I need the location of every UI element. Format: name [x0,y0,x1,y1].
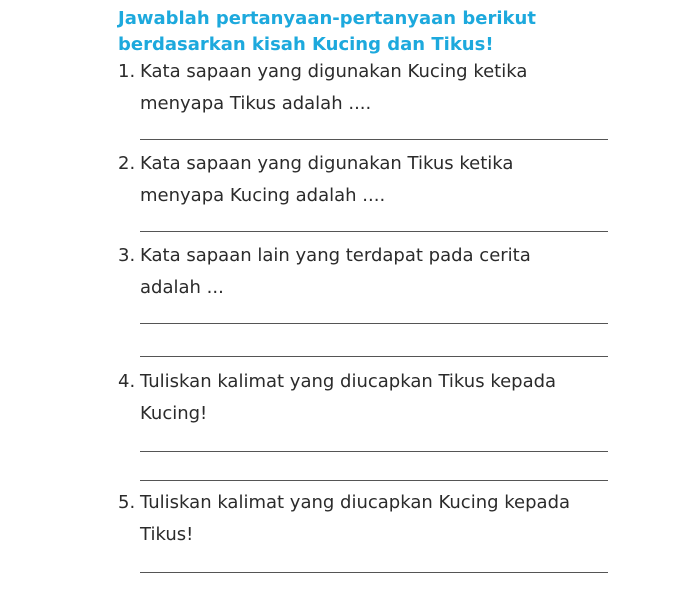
question-number: 1. [118,61,136,82]
question-text-continued: Kucing! [140,403,208,424]
question-number: 3. [118,245,136,266]
question-text: Kata sapaan lain yang terdapat pada cerita [140,245,531,266]
question-4 [118,366,678,430]
question-text: Tuliskan kalimat yang diucapkan Kucing kepada [140,492,571,513]
question-text: Kata sapaan yang digunakan Kucing ketika [140,61,528,82]
question-text: Tuliskan kalimat yang diucapkan Tikus kepada [140,371,557,392]
question-text-continued: Tikus! [140,524,194,545]
question-text: Kata sapaan yang digunakan Tikus ketika [140,153,514,174]
question-text-continued: menyapa Kucing adalah .... [140,185,386,206]
question-1 [118,56,678,120]
answer-line[interactable] [140,451,608,452]
question-text-continued: adalah ... [140,277,224,298]
instruction-line-1: Jawablah pertanyaan-pertanyaan berikut [118,8,536,29]
question-text-continued: menyapa Tikus adalah .... [140,93,372,114]
question-number: 2. [118,153,136,174]
question-5 [118,487,678,551]
question-number: 4. [118,371,136,392]
answer-line[interactable] [140,356,608,357]
answer-line[interactable] [140,231,608,232]
answer-line[interactable] [140,323,608,324]
answer-line[interactable] [140,480,608,481]
answer-line[interactable] [140,139,608,140]
question-3 [118,240,678,304]
question-2 [118,148,678,212]
instruction-line-2: berdasarkan kisah Kucing dan Tikus! [118,34,494,55]
instruction-heading [118,6,678,58]
answer-line[interactable] [140,572,608,573]
question-number: 5. [118,492,136,513]
